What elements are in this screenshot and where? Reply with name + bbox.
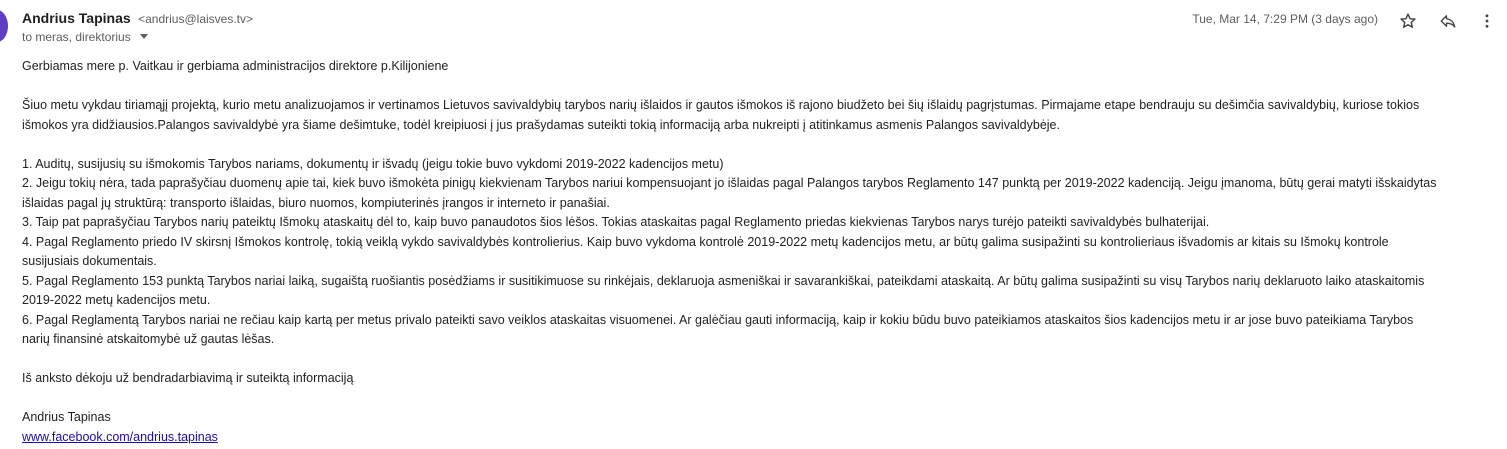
sender-email: <andrius@laisves.tv> bbox=[138, 12, 254, 26]
sender-avatar[interactable] bbox=[0, 10, 8, 42]
blank-line bbox=[22, 350, 1502, 370]
more-vert-icon bbox=[1478, 12, 1496, 30]
list-line: išlaidas pagal jų struktūrą: transporto išlaidas, biuro nuomos, kompiuterinės įrangos ir interneto ir panašiai. bbox=[22, 195, 610, 210]
intro-line: Šiuo metu vykdau tiriamąjį projektą, kurio metu analizuojamos ir vertinamos Lietuvos savivaldybių tarybos narių išlaidos ir gautos išmokos iš rajono biudžeto bei šių išlaidų pagrįstumas. Pirmajame etape bendrauju su dešimčia savivaldybių, kuriose tokios bbox=[22, 98, 1420, 112]
chevron-down-icon bbox=[140, 34, 148, 39]
reply-button[interactable] bbox=[1436, 9, 1460, 33]
more-options-button[interactable] bbox=[1475, 9, 1499, 33]
recipients-label: to meras, direktorius bbox=[22, 30, 131, 44]
signature-link[interactable]: www.facebook.com/andrius.tapinas bbox=[22, 429, 218, 444]
blank-line bbox=[22, 77, 1502, 97]
message-body bbox=[22, 57, 1502, 447]
list-line: 6. Pagal Reglamentą Tarybos nariai ne rečiau kaip kartą per metus privalo pateikti savo veiklos ataskaitas visuomenei. Ar galėčiau gauti informaciją, kaip ir kokiu būdu buvo pateikiamos ataskaitos šios kadencijos metu ir ar jose buvo pateikiama Tarybos bbox=[22, 312, 1414, 327]
blank-line bbox=[22, 135, 1502, 155]
list-line: 2. Jeigu tokių nėra, tada paprašyčiau duomenų apie tai, kiek buvo išmokėta pinigų kiekvienam Tarybos nariui kompensuojant jo išlaidas pagal Palangos tarybos Reglamento 147 punktą per 2019-2022 kadenciją. Jeigu įmanoma, būtų gerai matyti išskaidytas bbox=[22, 176, 1437, 190]
list-line: 3. Taip pat paprašyčiau Tarybos narių pateiktų Išmokų ataskaitų dėl to, kaip buvo panaudotos šios lėšos. Tokias ataskaitas pagal Reglamento priedas kiekvienas Tarybos narys turėjo pateikti savivaldybės bulhaterijai. bbox=[22, 215, 1210, 229]
message-header bbox=[22, 9, 1507, 49]
list-line: 1. Auditų, susijusių su išmokomis Tarybos nariams, dokumentų ir išvadų (jeigu tokie buvo vykdomi 2019-2022 kadencijos metu) bbox=[22, 156, 724, 171]
signature-name: Andrius Tapinas bbox=[22, 410, 111, 424]
intro-line: išmokos yra didžiausios.Palangos savivaldybė yra šiame dešimtuke, todėl kreipiuosi į jus prašydamas suteikti tokią informaciją arba nukreipti į atitinkamus asmenis Palangos savivaldybėje. bbox=[22, 117, 1060, 132]
greeting-line: Gerbiamas mere p. Vaitkau ir gerbiama administracijos direktore p.Kilijoniene bbox=[22, 59, 449, 73]
recipients-dropdown[interactable] bbox=[22, 30, 148, 44]
star-button[interactable] bbox=[1396, 9, 1420, 33]
sender-line bbox=[22, 10, 253, 28]
message-date: Tue, Mar 14, 7:29 PM (3 days ago) bbox=[1192, 12, 1378, 26]
closing-line: Iš anksto dėkoju už bendradarbiavimą ir suteiktą informaciją bbox=[22, 371, 354, 385]
blank-line bbox=[22, 389, 1502, 409]
list-line: 5. Pagal Reglamento 153 punktą Tarybos nariai laiką, sugaištą ruošiantis posėdžiams ir susitikimuose su rinkėjais, deklaruoja asmeniškai ir savarankiškai, pateikdami ataskaitą. Ar būtų galima susipažinti su visų Tarybos narių deklaruoto laiko ataskaitomis bbox=[22, 273, 1425, 288]
sender-name[interactable]: Andrius Tapinas bbox=[22, 10, 131, 26]
star-icon bbox=[1399, 12, 1417, 30]
list-line: 4. Pagal Reglamento priedo IV skirsnį Išmokos kontrolę, tokią veiklą vykdo savivaldybės kontrolierius. Kaip buvo vykdoma kontrolė 2019-2022 metų kadencijos metu, ar būtų galima susipažinti su kontrolieriaus išvadomis ar kitais su Išmokų kontrole bbox=[22, 234, 1389, 249]
list-line: susijusiais dokumentais. bbox=[22, 254, 157, 268]
list-line: narių finansinė atskaitomybė už gautas lėšas. bbox=[22, 332, 275, 346]
reply-icon bbox=[1439, 12, 1457, 30]
list-line: 2019-2022 metų kadencijos metu. bbox=[22, 293, 211, 307]
